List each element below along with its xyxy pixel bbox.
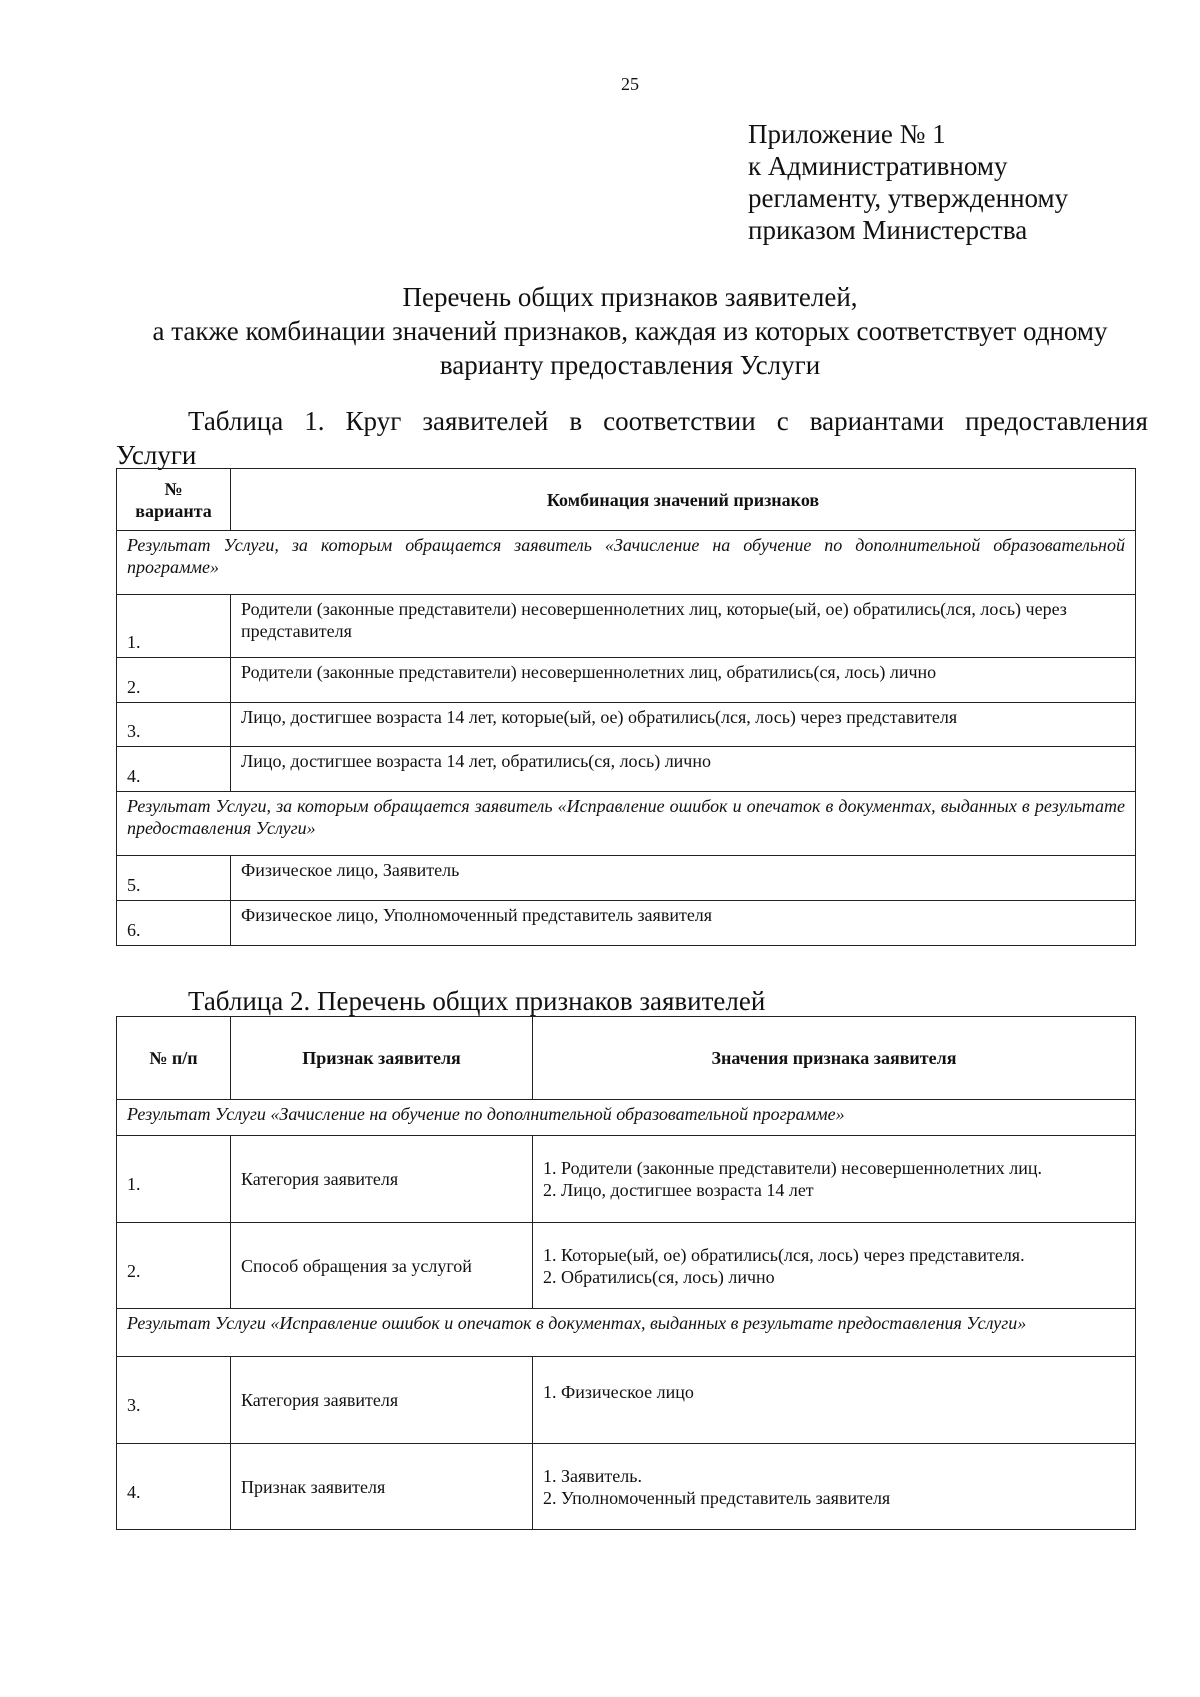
table-applicant-attributes bbox=[116, 1016, 1136, 1530]
document-title bbox=[110, 280, 1150, 382]
column-header-variant-number bbox=[117, 469, 231, 531]
caption-word: 1. bbox=[304, 406, 325, 436]
variant-description: Физическое лицо, Заявитель bbox=[231, 856, 1136, 901]
table-header-row bbox=[117, 1017, 1136, 1100]
variant-description: Родители (законные представители) несовершеннолетних лиц, обратились(ся, лось) лично bbox=[231, 658, 1136, 703]
attribute-name: Способ обращения за услугой bbox=[231, 1223, 533, 1309]
row-number: 2. bbox=[117, 1223, 231, 1309]
table-row bbox=[117, 1357, 1136, 1444]
section-row bbox=[117, 1309, 1136, 1357]
attribute-value: 2. Лицо, достигшее возраста 14 лет bbox=[543, 1180, 814, 1200]
row-number: 4. bbox=[117, 1444, 231, 1530]
column-header-values: Значения признака заявителя bbox=[533, 1017, 1136, 1100]
attribute-value: 1. Родители (законные представители) несовершеннолетних лиц. bbox=[543, 1158, 1042, 1178]
table-row bbox=[117, 901, 1136, 946]
table-row bbox=[117, 856, 1136, 901]
header-line: № bbox=[164, 478, 183, 499]
variant-description: Лицо, достигшее возраста 14 лет, которые(ый, ое) обратились(лся, лось) через представителя bbox=[231, 703, 1136, 747]
variant-number: 4. bbox=[117, 747, 231, 792]
table-row bbox=[117, 747, 1136, 792]
attribute-name: Категория заявителя bbox=[231, 1357, 533, 1444]
appendix-line: приказом Министерства bbox=[748, 215, 1028, 245]
row-number: 3. bbox=[117, 1357, 231, 1444]
variant-description: Родители (законные представители) несовершеннолетних лиц, которые(ый, ое) обратились(лся, лось) через представителя bbox=[231, 595, 1136, 658]
title-line: варианту предоставления Услуги bbox=[439, 350, 821, 380]
appendix-line: Приложение № 1 bbox=[748, 119, 946, 149]
section-row bbox=[117, 531, 1136, 595]
table-row bbox=[117, 1136, 1136, 1223]
variant-number: 6. bbox=[117, 901, 231, 946]
attribute-value: 2. Уполномоченный представитель заявителя bbox=[543, 1487, 891, 1508]
appendix-line: к Административному bbox=[748, 151, 1008, 181]
variant-description: Лицо, достигшее возраста 14 лет, обратились(ся, лось) лично bbox=[231, 747, 1136, 792]
caption-word: предоставления bbox=[965, 406, 1148, 436]
attribute-value: 1. Которые(ый, ое) обратились(лся, лось) через представителя. bbox=[543, 1244, 1025, 1265]
header-line: варианта bbox=[135, 500, 212, 521]
row-number: 1. bbox=[117, 1136, 231, 1223]
caption-word: Таблица bbox=[188, 406, 284, 436]
appendix-line: регламенту, утвержденному bbox=[748, 183, 1069, 213]
variant-number: 2. bbox=[117, 658, 231, 703]
column-header-combination: Комбинация значений признаков bbox=[231, 469, 1136, 531]
table-row bbox=[117, 658, 1136, 703]
column-header-number: № п/п bbox=[117, 1017, 231, 1100]
attribute-name: Признак заявителя bbox=[231, 1444, 533, 1530]
caption-word: в bbox=[569, 406, 583, 436]
column-header-attribute: Признак заявителя bbox=[231, 1017, 533, 1100]
section-title: Результат Услуги «Зачисление на обучение по дополнительной образовательной программе» bbox=[117, 1100, 1136, 1136]
appendix-heading bbox=[748, 118, 1068, 246]
title-line: а также комбинации значений признаков, каждая из которых соответствует одному bbox=[152, 316, 1108, 346]
title-line: Перечень общих признаков заявителей, bbox=[402, 282, 858, 312]
attribute-values bbox=[533, 1223, 1136, 1309]
attribute-values bbox=[533, 1444, 1136, 1530]
attribute-value: 1. Физическое лицо bbox=[543, 1382, 694, 1402]
caption-word: Круг bbox=[345, 406, 402, 436]
table-row bbox=[117, 703, 1136, 747]
caption-word: с bbox=[776, 406, 789, 436]
variant-number: 3. bbox=[117, 703, 231, 747]
table-row bbox=[117, 595, 1136, 658]
variant-description: Физическое лицо, Уполномоченный представитель заявителя bbox=[231, 901, 1136, 946]
table2-caption: Таблица 2. Перечень общих признаков заявителей bbox=[188, 986, 766, 1016]
caption-line2: Услуги bbox=[116, 440, 197, 470]
attribute-value: 2. Обратились(ся, лось) лично bbox=[543, 1266, 775, 1287]
attribute-value: 1. Заявитель. bbox=[543, 1465, 642, 1486]
attribute-name: Категория заявителя bbox=[231, 1136, 533, 1223]
table-header-row bbox=[117, 469, 1136, 531]
table-row bbox=[117, 1444, 1136, 1530]
section-row bbox=[117, 1100, 1136, 1136]
page-number: 25 bbox=[621, 74, 639, 94]
table1-caption bbox=[116, 404, 1148, 472]
caption-word: заявителей bbox=[422, 406, 549, 436]
variant-number: 5. bbox=[117, 856, 231, 901]
section-title: Результат Услуги, за которым обращается заявитель «Зачисление на обучение по дополнительной образовательной программе» bbox=[117, 531, 1136, 595]
section-title: Результат Услуги «Исправление ошибок и опечаток в документах, выданных в результате предоставления Услуги» bbox=[117, 1309, 1136, 1357]
variant-number: 1. bbox=[117, 595, 231, 658]
caption-word: вариантами bbox=[809, 406, 945, 436]
attribute-values bbox=[533, 1357, 1136, 1444]
section-row bbox=[117, 792, 1136, 856]
caption-word: соответствии bbox=[603, 406, 756, 436]
table-row bbox=[117, 1223, 1136, 1309]
attribute-values bbox=[533, 1136, 1136, 1223]
section-title: Результат Услуги, за которым обращается заявитель «Исправление ошибок и опечаток в документах, выданных в результате предоставления Услуги» bbox=[117, 792, 1136, 856]
table-applicant-variants bbox=[116, 468, 1136, 946]
